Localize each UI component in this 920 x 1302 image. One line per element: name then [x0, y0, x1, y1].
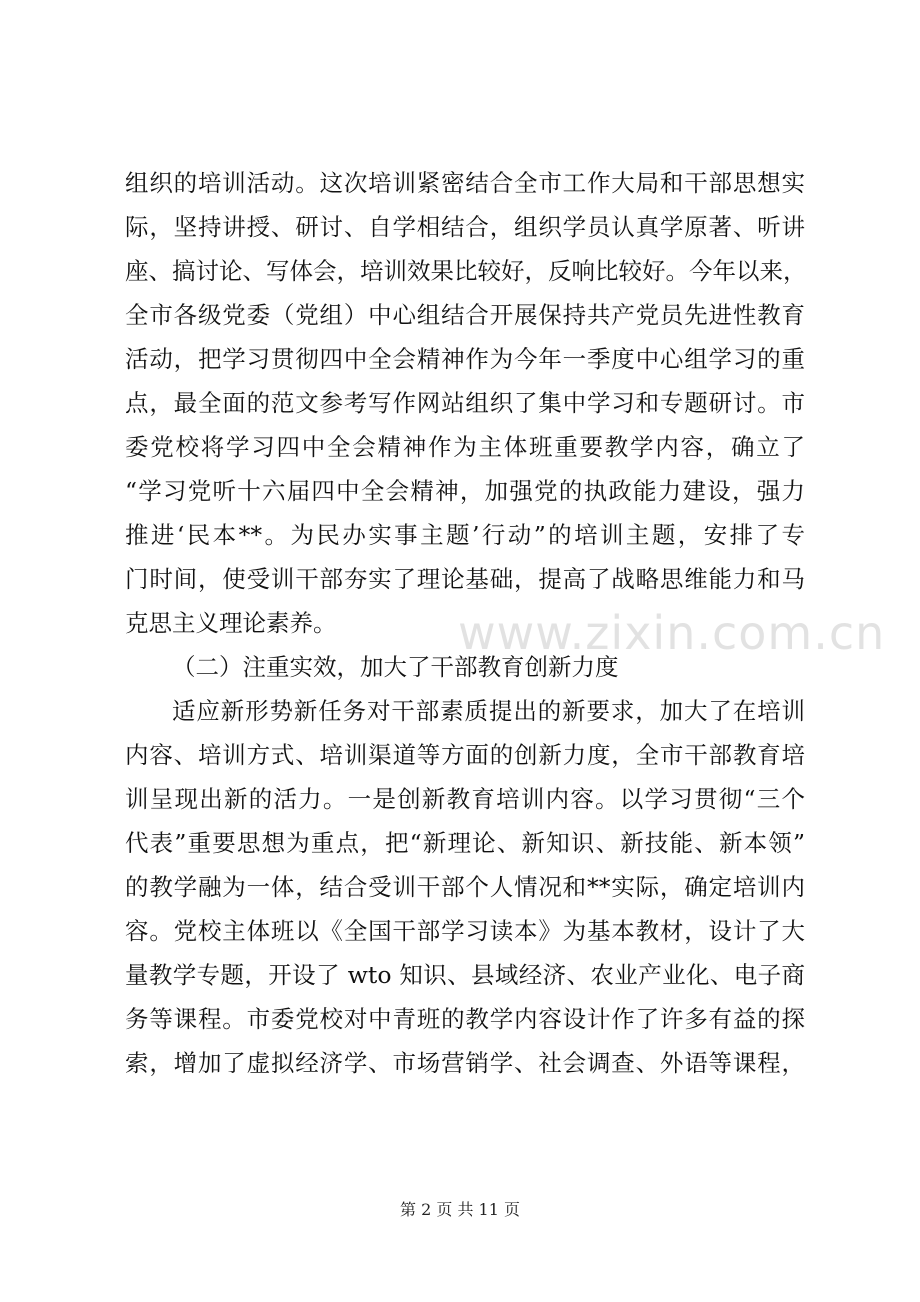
- para1-line-7: 委党校将学习四中全会精神作为主体班重要教学内容，确立了: [125, 433, 805, 461]
- para2-line-6: 容。党校主体班以《全国干部学习读本》为基本教材，设计了大: [125, 917, 805, 945]
- para1-line-9: 推进‘民本**。为民办实事主题’行动”的培训主题，安排了专: [125, 521, 805, 549]
- para1-line-3: 座、搞讨论、写体会，培训效果比较好，反响比较好。今年以来，: [125, 257, 807, 285]
- para2-line-2: 内容、培训方式、培训渠道等方面的创新力度，全市干部教育培: [125, 741, 805, 769]
- para2-line-3: 训呈现出新的活力。一是创新教育培训内容。以学习贯彻“三个: [125, 785, 805, 813]
- para1-line-5: 活动，把学习贯彻四中全会精神作为今年一季度中心组学习的重: [125, 345, 805, 373]
- section-heading: （二）注重实效，加大了干部教育创新力度: [172, 653, 619, 681]
- para2-line-9: 索，增加了虚拟经济学、市场营销学、社会调查、外语等课程，: [125, 1049, 805, 1077]
- page-footer: 第 2 页 共 11 页: [400, 1200, 520, 1219]
- para2-line-5: 的教学融为一体，结合受训干部个人情况和**实际，确定培训内: [125, 873, 805, 901]
- para1-line-11: 克思主义理论素养。: [125, 609, 337, 637]
- watermark: www.zixin.com.cn: [458, 606, 886, 660]
- para1-line-4: 全市各级党委（党组）中心组结合开展保持共产党员先进性教育: [125, 301, 805, 329]
- para2-line-8: 务等课程。市委党校对中青班的教学内容设计作了许多有益的探: [125, 1005, 805, 1033]
- para1-line-6: 点，最全面的范文参考写作网站组织了集中学习和专题研讨。市: [125, 389, 805, 417]
- para2-line-1: 适应新形势新任务对干部素质提出的新要求，加大了在培训: [172, 697, 805, 725]
- para1-line-8: “学习党听十六届四中全会精神，加强党的执政能力建设，强力: [125, 477, 805, 505]
- para1-line-2: 际，坚持讲授、研讨、自学相结合，组织学员认真学原著、听讲: [125, 213, 805, 241]
- para1-line-10: 门时间，使受训干部夯实了理论基础，提高了战略思维能力和马: [125, 565, 805, 593]
- para2-line-7: 量教学专题，开设了 wto 知识、县域经济、农业产业化、电子商: [125, 961, 805, 989]
- para1-line-1: 组织的培训活动。这次培训紧密结合全市工作大局和干部思想实: [125, 169, 805, 197]
- para2-line-4: 代表”重要思想为重点，把“新理论、新知识、新技能、新本领”: [125, 829, 805, 857]
